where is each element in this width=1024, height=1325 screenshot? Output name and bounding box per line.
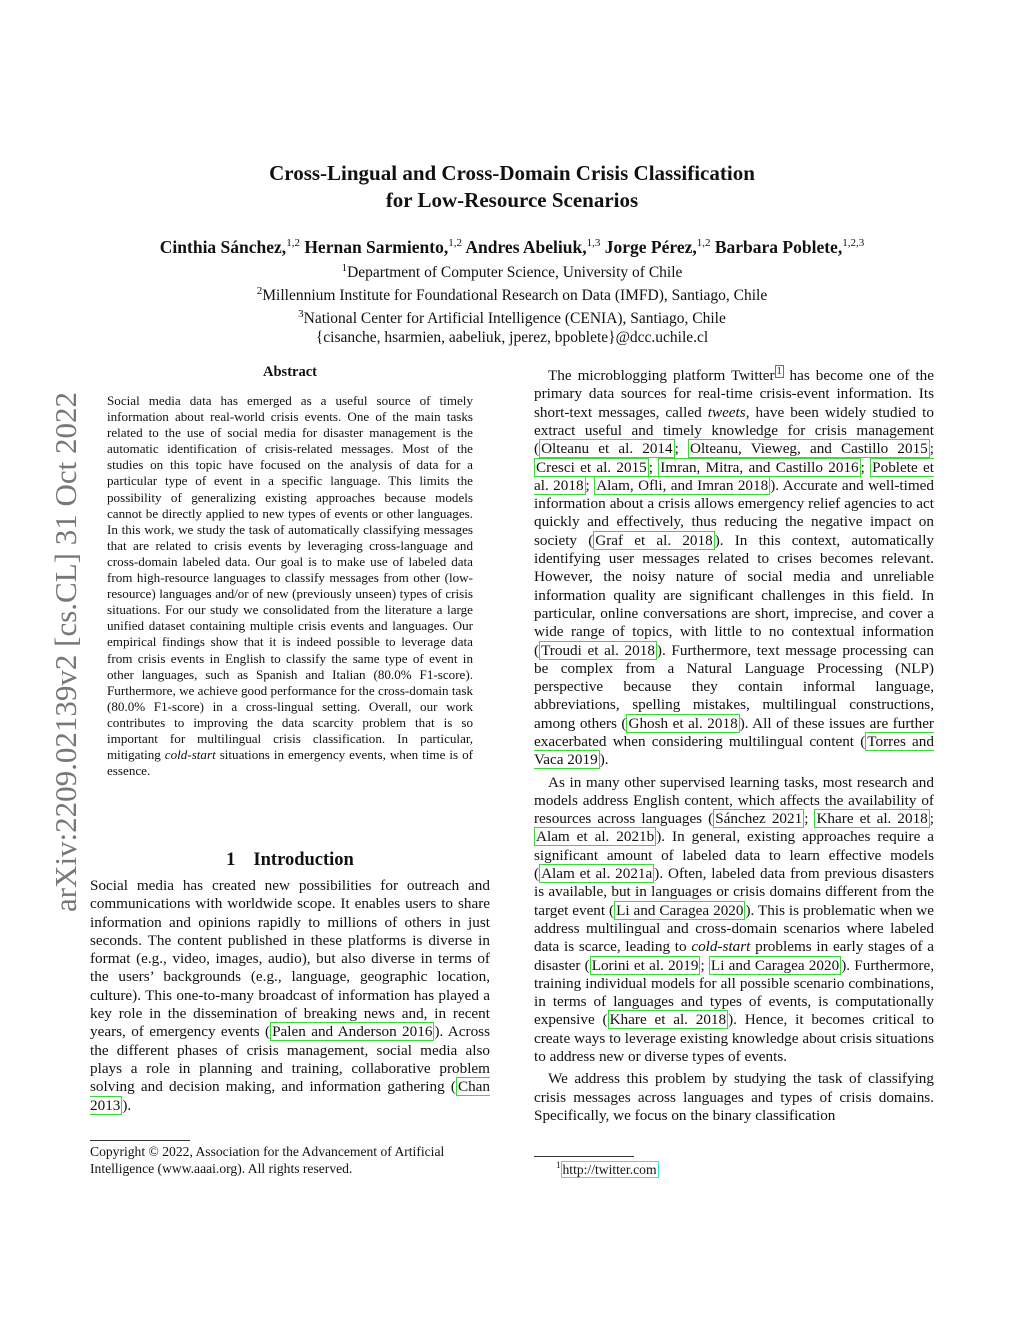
affiliation-line: $^2$Millennium Institute for Foundational Research on Data (IMFD), Santiago, Chile bbox=[256, 285, 768, 305]
author-name: Andres Abeliuk, bbox=[465, 236, 587, 257]
citation-link[interactable]: Troudi et al. 2018 bbox=[541, 641, 655, 659]
author-affiliation: 1,2 bbox=[448, 237, 462, 249]
affiliations bbox=[0, 259, 1024, 347]
citation-link[interactable]: Torres and Vaca 2019 bbox=[534, 733, 934, 769]
author-affiliation: 1,2 bbox=[286, 237, 300, 249]
author-affiliation: 1,3 bbox=[586, 237, 601, 249]
citation-link[interactable]: Lorini et al. 2019 bbox=[591, 956, 699, 974]
citation-link[interactable]: Alam et al. 2021a bbox=[541, 865, 653, 883]
copyright-notice: Copyright © 2022, Association for the Advancement of Artificial Intelligence (www.aaai.org). All rights reserved. bbox=[90, 1144, 445, 1176]
footnote-url-link[interactable]: http://twitter.com bbox=[562, 1161, 657, 1177]
citation-link[interactable]: Cresci et al. 2015 bbox=[536, 458, 647, 476]
arxiv-stamp bbox=[22, 362, 83, 942]
arxiv-stamp-text: arXiv:2209.02139v2 [cs.CL] 31 Oct 2022 bbox=[48, 391, 83, 913]
title-line-1: Cross-Lingual and Cross-Domain Crisis Classification bbox=[269, 161, 755, 185]
citation-link[interactable]: Li and Caragea 2020 bbox=[710, 956, 840, 974]
footnote-rule bbox=[90, 1140, 190, 1141]
citation-link[interactable]: Poblete et al. 2018 bbox=[534, 458, 934, 494]
author-name: Barbara Poblete, bbox=[714, 236, 843, 257]
author-affiliation: 1,2 bbox=[696, 237, 711, 249]
paragraph: The microblogging platform Twitter $^1$ has become one of the primary data sources for real-time crisis-event information. Its short-text messages, called tweets, have been widely studied to extract useful and timely knowledge for crisis management ( Olteanu et al. 2014 ; Olteanu, Vieweg, and Castillo 2015 ; Cresci et al. 2015 ; Imran, Mitra, and Castillo 2016 ; Poblete et al. 2018 ; Alam, Ofli, and Imran 2018 ). Accurate and well-timed information about a crisis allows emergency relief agencies to act quickly and effectively, thus reducing the negative impact on society ( Graf et al. 2018 ). In this context, automatically identifying user messages related to crises becomes relevant. However, the noisy nature of social media and unreliable information quality are significant challenges in this field. In particular, online conversations are short, imprecise, and cover a wide range of topics, with little to no contextual information ( Troudi et al. 2018 ). Furthermore, text message processing can be complex from a Natural Language Processing (NLP) perspective because they contain informal language, abbreviations, spelling mistakes, multilingual constructions, among others ( Ghosh et al. 2018 ). All of these issues are further exacerbated when considering multilingual content ( Torres and Vaca 2019 ). bbox=[534, 366, 935, 769]
section-number: 1 bbox=[226, 850, 236, 870]
affiliation-line: $^3$National Center for Artificial Intelligence (CENIA), Santiago, Chile bbox=[298, 308, 726, 328]
citation-link[interactable]: Ghosh et al. 2018 bbox=[628, 714, 738, 732]
footnote bbox=[556, 1160, 659, 1178]
author-list bbox=[0, 230, 1024, 260]
right-column bbox=[534, 363, 934, 1129]
citation-link[interactable]: Khare et al. 2018 bbox=[816, 810, 928, 828]
footnote-number: 1 bbox=[556, 1160, 561, 1170]
abstract-body: Social media data has emerged as a useful source of timely information about real-world crisis events. One of the main tasks related to the use of social media for disaster management is the automatic identification of crisis-related messages. Most of the studies on this topic have focused on the analysis of data for a particular type of event in a specific language. This limits the possibility of generalizing existing approaches because models cannot be directly applied to new types of events or other languages. In this work, we study the task of automatically classifying messages that are related to crisis events by leveraging cross-language and cross-domain labeled data. Our goal is to make use of labeled data from high-resource languages to classify messages from other (low-resource) languages and/or of new (previously unseen) types of crisis situations. For our study we consolidated from the literature a large unified dataset containing multiple crisis events and languages. Our empirical findings show that it is indeed possible to leverage data from crisis events in English to classify the same type of event in other languages, such as Spanish and Italian (80.0% F1-score). Furthermore, we achieve good performance for the cross-domain task (80.0% F1-score) in a cross-lingual setting. Overall, our work contributes to improving the data scarcity problem that is so important for multilingual crisis classification. In particular, mitigating cold-start situations in emergency events, when time is of essence. bbox=[107, 393, 473, 779]
section-heading bbox=[90, 850, 490, 871]
title-line-2: for Low-Resource Scenarios bbox=[385, 188, 639, 212]
footnote-rule bbox=[534, 1156, 634, 1157]
author-name: Jorge Pérez, bbox=[604, 236, 697, 257]
citation-link[interactable]: Li and Caragea 2020 bbox=[616, 901, 744, 919]
citation-link[interactable]: Khare et al. 2018 bbox=[609, 1011, 727, 1029]
citation-link[interactable]: Olteanu et al. 2014 bbox=[541, 440, 673, 458]
author-name: Hernan Sarmiento, bbox=[304, 236, 449, 257]
affiliation-line: $^1$Department of Computer Science, University of Chile bbox=[341, 262, 683, 282]
intro-paragraph: Social media has created new possibilities for outreach and communications with worldwide scope. It enables users to share information and opinions rapidly to millions of others in just seconds. The content published in these platforms is diverse in format (e.g., video, images, audio), but also diverse in terms of the users’ backgrounds (e.g., language, geographic location, culture). This one-to-many broadcast of information has played a key role in the dissemination of breaking news and, in recent years, of emergency events ( Palen and Anderson 2016 ). Across the different phases of crisis management, social media also plays a role in planning and training, collaborative problem solving and decision making, and information gathering ( Chan 2013 ). bbox=[90, 877, 490, 1114]
abstract-heading: Abstract bbox=[263, 364, 317, 380]
citation-link[interactable]: Alam et al. 2021b bbox=[536, 828, 655, 846]
author-name: Cinthia Sánchez, bbox=[159, 236, 287, 257]
citation-link[interactable]: Olteanu, Vieweg, and Castillo 2015 bbox=[689, 440, 928, 458]
citation-link[interactable]: Chan 2013 bbox=[90, 1078, 490, 1114]
citation-link[interactable]: Imran, Mitra, and Castillo 2016 bbox=[660, 458, 859, 476]
footnote-marker[interactable]: 1 bbox=[776, 366, 782, 377]
section-title: Introduction bbox=[253, 850, 354, 870]
paragraph: We address this problem by studying the task of classifying crisis messages across languages and types of crisis domains. Specifically, we focus on the binary classification bbox=[534, 1070, 934, 1124]
citation-link[interactable]: Sánchez 2021 bbox=[715, 810, 803, 828]
citation-link[interactable]: Graf et al. 2018 bbox=[595, 531, 713, 549]
paper-title bbox=[0, 160, 1024, 214]
paragraph: As in many other supervised learning tasks, most research and models address English content, which affects the availability of resources across languages ( Sánchez 2021 ; Khare et al. 2018 ; Alam et al. 2021b ). In general, existing approaches require a significant amount of labeled data to learn effective models ( Alam et al. 2021a ). Often, labeled data from previous disasters is available, but in languages or crisis domains different from the target event ( Li and Caragea 2020 ). This is problematic when we address multilingual and cross-domain scenarios where labeled data is scarce, leading to cold-start problems in early stages of a disaster ( Lorini et al. 2019 ; Li and Caragea 2020 ). Furthermore, training individual models for all possible scenario combinations, in terms of languages and types of events, is computationally expensive ( Khare et al. 2018 ). Hence, it becomes critical to create ways to leverage existing knowledge about crisis situations to address new or diverse types of events. bbox=[534, 773, 935, 1066]
author-affiliation: 1,2,3 bbox=[842, 237, 865, 249]
citation-link[interactable]: Alam, Ofli, and Imran 2018 bbox=[596, 476, 769, 494]
citation-link[interactable]: Palen and Anderson 2016 bbox=[272, 1023, 433, 1041]
author-emails: {cisanche, hsarmien, aabeliuk, jperez, bpoblete}@dcc.uchile.cl bbox=[315, 329, 709, 347]
